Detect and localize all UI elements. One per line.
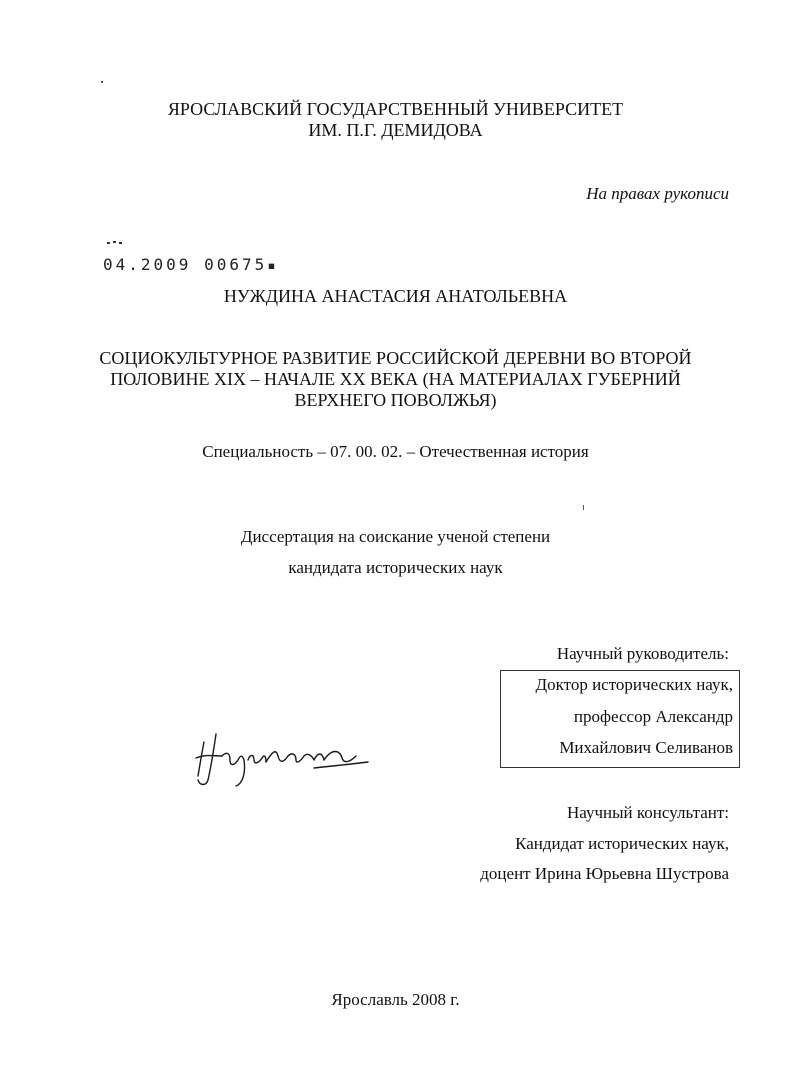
university-line-2: ИМ. П.Г. ДЕМИДОВА	[308, 120, 483, 140]
supervisor-box	[500, 670, 740, 768]
manuscript-note: На правах рукописи	[586, 184, 729, 203]
supervisor-line-2: профессор Александр	[573, 707, 733, 726]
degree-line-2: кандидата исторических наук	[288, 558, 503, 577]
consultant-line-1: Кандидат исторических наук,	[515, 834, 729, 853]
dissertation-title	[0, 348, 791, 411]
stamp-dot-icon: ▪	[267, 258, 279, 274]
supervisor-label: Научный руководитель:	[556, 644, 729, 663]
title-line-3: ВЕРХНЕГО ПОВОЛЖЬЯ)	[294, 390, 497, 410]
university-name	[0, 99, 791, 141]
scan-speck	[101, 81, 103, 83]
supervisor-line-1: Доктор исторических наук,	[535, 675, 733, 694]
archive-stamp-number	[103, 255, 279, 274]
city-year: Ярославль 2008 г.	[331, 990, 460, 1009]
stamp-number-text: 04.2009 00675	[103, 255, 268, 274]
title-line-2: ПОЛОВИНЕ XIX – НАЧАЛЕ XX ВЕКА (НА МАТЕРИАЛАХ ГУБЕРНИЙ	[110, 369, 681, 389]
consultant-label: Научный консультант:	[567, 803, 729, 822]
scan-speck	[583, 505, 584, 510]
degree-line-1: Диссертация на соискание ученой степени	[240, 527, 551, 546]
university-line-1: ЯРОСЛАВСКИЙ ГОСУДАРСТВЕННЫЙ УНИВЕРСИТЕТ	[167, 99, 624, 119]
supervisor-line-3: Михайлович Селиванов	[559, 738, 733, 757]
consultant-line-2: доцент Ирина Юрьевна Шустрова	[480, 864, 729, 883]
author-name: НУЖДИНА АНАСТАСИЯ АНАТОЛЬЕВНА	[223, 286, 568, 306]
title-line-1: СОЦИОКУЛЬТУРНОЕ РАЗВИТИЕ РОССИЙСКОЙ ДЕРЕВНИ ВО ВТОРОЙ	[99, 348, 692, 368]
handwritten-signature	[192, 722, 370, 788]
specialty: Специальность – 07. 00. 02. – Отечественная история	[202, 442, 589, 461]
stamp-mark-icon	[107, 240, 123, 245]
